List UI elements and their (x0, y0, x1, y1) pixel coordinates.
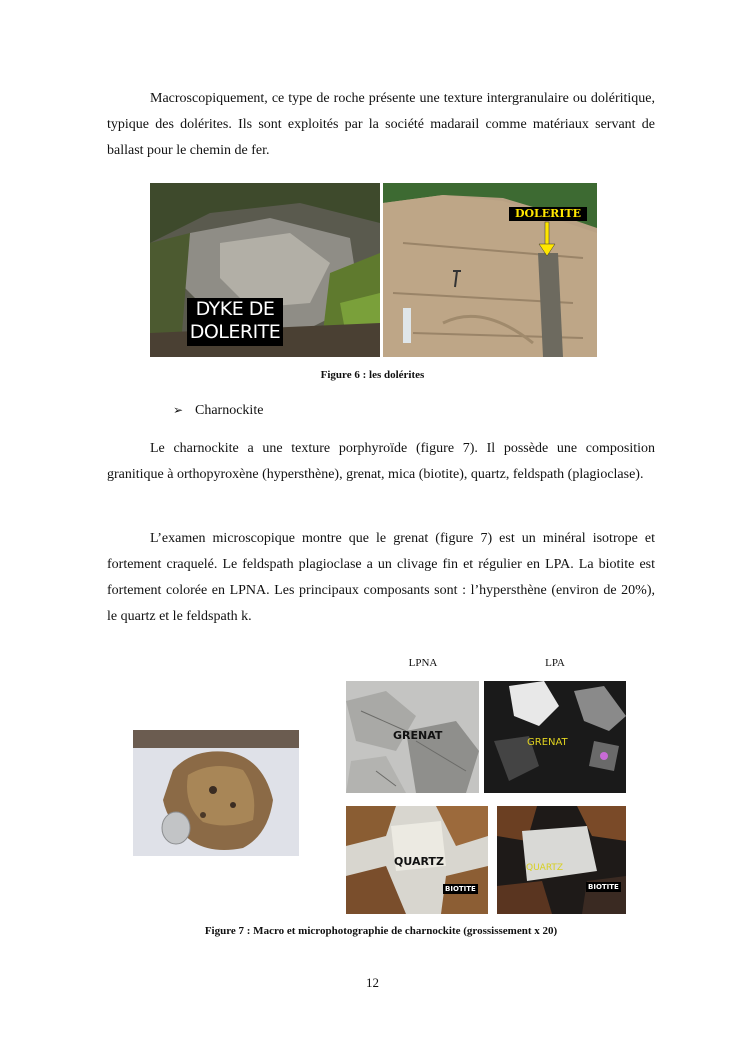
quartz-lpa-label: QUARTZ (526, 863, 564, 873)
charnockite-rock-photo (133, 730, 299, 856)
grenat-lpna-label: GRENAT (393, 729, 443, 742)
lpa-column-label: LPA (545, 657, 565, 669)
biotite-lpna-label: BIOTITE (445, 885, 476, 893)
biotite-lpa-label: BIOTITE (588, 883, 619, 891)
paragraph-microscopy: L’examen microscopique montre que le grenat (figure 7) est un minéral isotrope et fortement craquelé. Le feldspath plagioclase a un clivage fin et régulier en LPA. La biotite est fortement colorée en LPNA. Les principaux composants sont : l’hypersthène (environ de 20%), le quartz et le feldspath k. (107, 531, 655, 624)
arrow-down-icon (543, 222, 551, 256)
arrow-bullet-icon: ➢ (173, 403, 184, 417)
figure-7-caption: Figure 7 : Macro et microphotographie de charnockite (grossissement x 20) (204, 925, 558, 937)
dolerite-label: DOLERITE (509, 207, 587, 221)
page-number: 12 (366, 975, 379, 990)
lpna-column-label: LPNA (408, 657, 438, 669)
figure-6-caption: Figure 6 : les dolérites (320, 369, 425, 381)
paragraph-charnockite-texture: Le charnockite a une texture porphyroïde (figure 7). Il possède une composition granitique à orthopyroxène (hypersthène), grenat, mica (biotite), quartz, feldspath (plagioclase). (107, 441, 655, 482)
dyke-dolerite-label: DYKE DE DOLERITE (187, 298, 283, 346)
grenat-lpa-label: GRENAT (527, 737, 568, 748)
charnockite-bullet: ➢ Charnockite (173, 400, 263, 421)
paragraph-dolerite-description: Macroscopiquement, ce type de roche présente une texture intergranulaire ou doléritique, typique des dolérites. Ils sont exploités par la société madarail comme matériaux servant de ballast pour le chemin de fer. (107, 91, 655, 158)
quartz-lpna-label: QUARTZ (394, 855, 444, 868)
quartz-lpa-micrograph (497, 806, 626, 914)
